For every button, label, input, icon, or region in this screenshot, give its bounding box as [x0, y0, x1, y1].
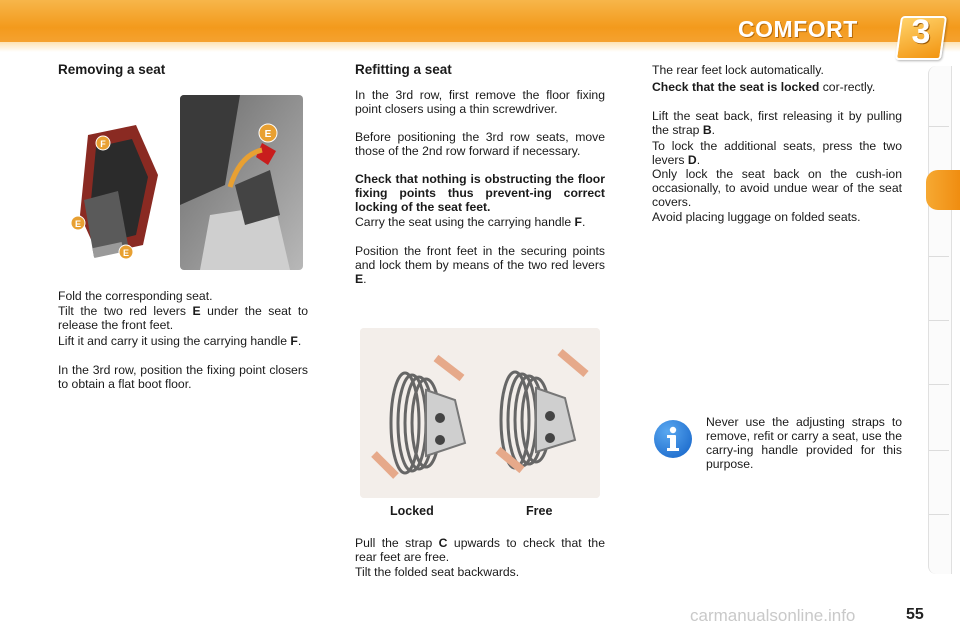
text: upwards to check that the rear feet are free.	[355, 536, 605, 564]
paragraph	[355, 215, 605, 229]
tab-divider	[929, 320, 949, 321]
paragraph	[652, 139, 902, 167]
label-e: E	[355, 272, 364, 286]
text: Before positioning the 3rd row seats, move those of the 2nd row forward if necessary.	[355, 130, 605, 158]
label-f: F	[290, 334, 298, 348]
info-note	[706, 415, 902, 471]
chapter-number: 3	[911, 13, 931, 51]
figure-label-e: E	[264, 129, 272, 140]
lever-photo	[180, 95, 303, 270]
figure-label-f: F	[100, 139, 106, 149]
paragraph	[355, 536, 605, 564]
label-d: D	[687, 153, 697, 167]
text: Check that nothing is obstructing the floor fixing points thus prevent-ing correct locking of the seat feet.	[355, 172, 605, 214]
fixing-point-illustration	[360, 328, 600, 498]
text: Pull the strap	[355, 536, 439, 550]
tab-divider	[929, 126, 949, 127]
seat-illustration	[58, 95, 178, 270]
label-f: F	[574, 215, 582, 229]
caption-free: Free	[526, 504, 553, 518]
text: .	[297, 334, 302, 348]
tab-divider	[929, 256, 949, 257]
caption-locked: Locked	[390, 504, 434, 518]
text: Lift the seat back, first releasing it by pulling the strap	[652, 109, 902, 137]
text: Carry the seat using the carrying handle	[355, 215, 575, 229]
text: To lock the additional seats, press the two levers	[652, 139, 902, 167]
text: Only lock the seat back on the cush-ion occasionally, to avoid undue wear of the seat covers.	[652, 167, 902, 209]
tab-divider	[929, 514, 949, 515]
label-b: B	[702, 123, 712, 137]
text: under the seat to release the front feet.	[58, 304, 309, 332]
section-title: COMFORT	[738, 16, 858, 42]
text: In the 3rd row, position the fixing point closers to obtain a flat boot floor.	[58, 363, 308, 391]
text: Never use the adjusting straps to remove, refit or carry a seat, use the carry-ing handle provided for this purpose.	[706, 415, 902, 471]
text: Position the front feet in the securing points and lock them by means of the two red levers	[355, 244, 605, 272]
text: .	[363, 272, 367, 286]
text: Avoid placing luggage on folded seats.	[652, 210, 861, 224]
paragraph	[355, 565, 605, 579]
text: Tilt the folded seat backwards.	[355, 565, 520, 579]
figure-label-e: E	[122, 248, 130, 258]
text: Lift it and carry it using the carrying handle	[58, 334, 291, 348]
paragraph	[58, 363, 308, 391]
text: Tilt the two red levers	[58, 304, 193, 318]
paragraph	[58, 304, 308, 332]
paragraph	[652, 109, 902, 137]
text: .	[696, 153, 701, 167]
text: .	[711, 123, 716, 137]
paragraph	[355, 88, 605, 116]
paragraph	[652, 210, 902, 224]
tab-divider	[929, 450, 949, 451]
heading-refitting-seat: Refitting a seat	[355, 62, 452, 77]
header-highlight	[0, 42, 960, 52]
text: Fold the corresponding seat.	[58, 289, 213, 303]
text: The rear feet lock automatically.	[652, 63, 824, 77]
paragraph	[652, 167, 902, 209]
label-c: C	[438, 536, 448, 550]
paragraph	[355, 244, 605, 286]
paragraph	[58, 289, 308, 303]
chapter-tab-active[interactable]	[926, 170, 960, 210]
paragraph	[355, 130, 605, 158]
page-number: 55	[906, 606, 924, 623]
figure-label-e: E	[74, 219, 82, 229]
text: .	[581, 215, 586, 229]
info-icon	[654, 420, 692, 458]
bold-text: Check that the seat is locked	[652, 80, 820, 94]
text: In the 3rd row, first remove the floor fixing point closers using a thin screwdriver.	[355, 88, 605, 116]
heading-removing-seat: Removing a seat	[58, 62, 166, 77]
text: cor-rectly.	[819, 80, 876, 94]
tab-divider	[929, 384, 949, 385]
paragraph	[58, 334, 308, 348]
label-e: E	[192, 304, 201, 318]
paragraph	[652, 80, 902, 94]
paragraph	[652, 63, 902, 77]
warning-paragraph	[355, 172, 605, 214]
watermark: carmanualsonline.info	[690, 606, 856, 625]
